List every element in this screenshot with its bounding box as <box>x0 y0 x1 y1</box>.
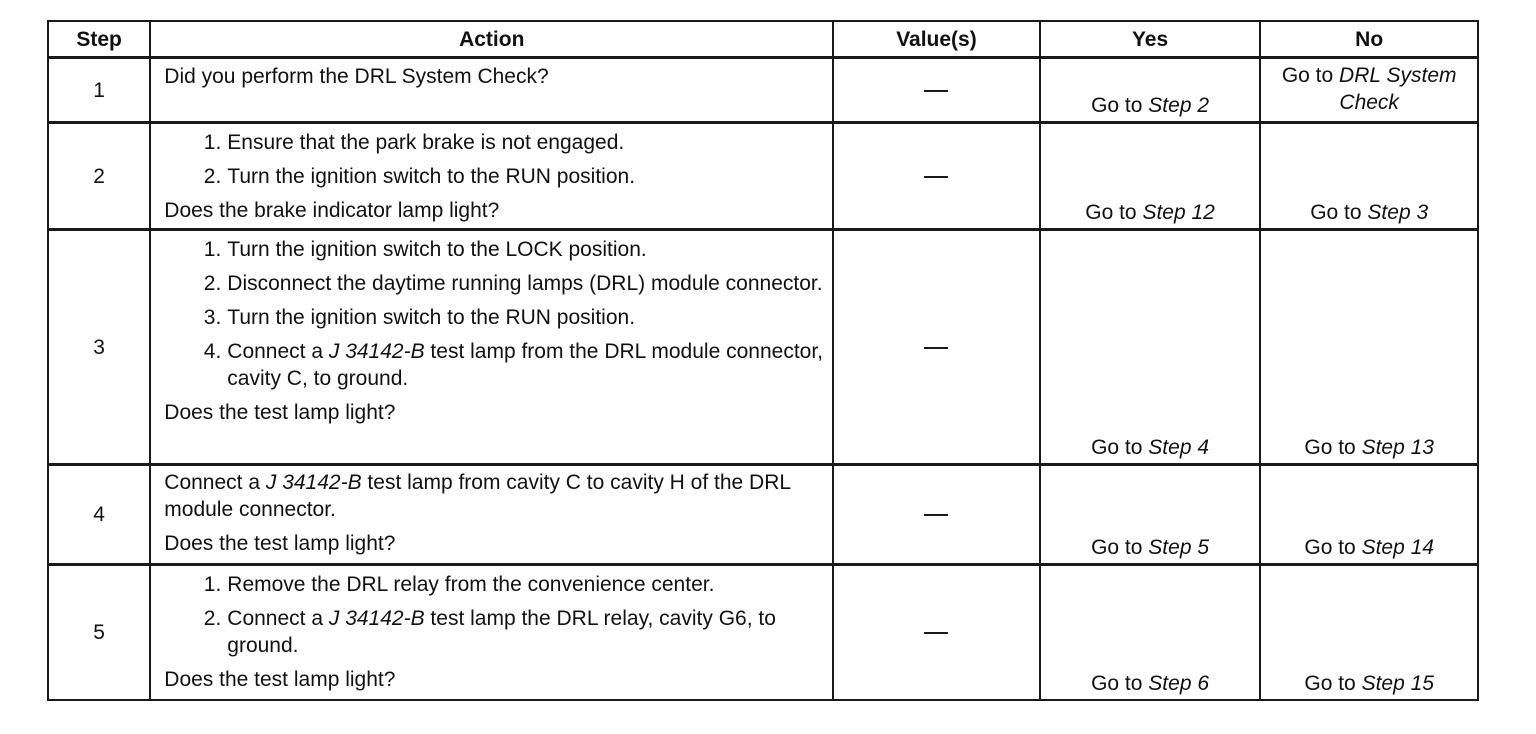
no-prefix: Go to <box>1304 436 1356 459</box>
header-action: Action <box>150 21 833 58</box>
no-target-link[interactable]: Step 15 <box>1361 671 1434 695</box>
action-step-number: 4. <box>203 340 222 363</box>
tool-reference: J 34142-B <box>328 607 425 630</box>
action-step-item <box>164 270 824 297</box>
yes-target-link[interactable]: Step 6 <box>1148 671 1210 695</box>
tool-reference: J 34142-B <box>265 471 362 494</box>
table-row <box>48 565 1478 700</box>
step-number: 4 <box>48 465 150 565</box>
action-text-part: Connect a <box>164 471 266 494</box>
action-text-part: test lamp from the DRL module connector, cavity C, to ground. <box>227 340 823 390</box>
yes-cell <box>1040 230 1261 465</box>
action-step-item <box>164 163 824 190</box>
action-step-number: 2. <box>203 272 222 295</box>
table-body <box>48 58 1478 700</box>
value-dash <box>924 632 948 634</box>
action-step-text <box>227 270 824 297</box>
tool-reference: J 34142-B <box>328 340 425 363</box>
header-step: Step <box>48 21 150 58</box>
action-cell <box>150 565 833 700</box>
action-cell <box>150 123 833 230</box>
yes-prefix: Go to <box>1091 436 1143 459</box>
action-step-text <box>227 304 824 331</box>
header-no: No <box>1260 21 1478 58</box>
action-step-number: 1. <box>203 131 222 154</box>
yes-target-link[interactable]: Step 4 <box>1148 436 1210 459</box>
action-step-item <box>164 571 824 598</box>
action-text-part: Connect a <box>227 607 329 630</box>
action-step-text <box>227 163 824 190</box>
action-question: Does the brake indicator lamp light? <box>164 199 500 222</box>
yes-target-link[interactable]: Step 2 <box>1148 94 1210 117</box>
action-step-item <box>164 605 824 659</box>
yes-cell <box>1040 58 1261 123</box>
table-row <box>48 465 1478 565</box>
header-row <box>48 21 1478 58</box>
action-step-item <box>164 304 824 331</box>
no-prefix: Go to <box>1304 536 1356 559</box>
header-yes: Yes <box>1040 21 1261 58</box>
step-number: 1 <box>48 58 150 123</box>
yes-target-link[interactable]: Step 12 <box>1142 201 1215 224</box>
no-target-link[interactable]: Step 13 <box>1361 436 1434 459</box>
no-prefix: Go to <box>1281 64 1334 87</box>
action-text-part: Remove the DRL relay from the convenience center. <box>227 573 715 596</box>
no-target-link[interactable]: Step 3 <box>1367 201 1429 224</box>
value-dash <box>924 514 948 516</box>
yes-prefix: Go to <box>1091 671 1143 695</box>
no-cell <box>1260 230 1478 465</box>
action-text-part: test lamp the DRL relay, cavity G6, to ground. <box>227 607 776 657</box>
action-step-number: 2. <box>203 165 222 188</box>
table-row <box>48 58 1478 123</box>
action-step-item <box>164 236 824 263</box>
no-cell <box>1260 565 1478 700</box>
value-dash <box>924 347 948 349</box>
yes-prefix: Go to <box>1091 536 1143 559</box>
action-text-part: Turn the ignition switch to the LOCK position. <box>227 238 647 261</box>
action-question: Does the test lamp light? <box>164 668 396 691</box>
action-step-text <box>227 129 824 156</box>
value-dash <box>924 176 948 178</box>
no-cell <box>1260 465 1478 565</box>
action-step-item <box>164 129 824 156</box>
value-cell <box>833 465 1040 565</box>
action-text-part: Disconnect the daytime running lamps (DRL) module connector. <box>227 272 823 295</box>
action-question: Did you perform the DRL System Check? <box>164 65 549 88</box>
action-cell <box>150 465 833 565</box>
step-number: 5 <box>48 565 150 700</box>
action-text-part: Ensure that the park brake is not engaged. <box>227 131 625 154</box>
action-step-item <box>164 338 824 392</box>
step-number: 2 <box>48 123 150 230</box>
diagnostic-table <box>47 20 1479 701</box>
action-step-number: 2. <box>203 607 222 630</box>
action-text-part: Turn the ignition switch to the RUN position. <box>227 306 636 329</box>
action-step-number: 1. <box>203 238 222 261</box>
value-cell <box>833 58 1040 123</box>
yes-cell <box>1040 123 1261 230</box>
action-text <box>164 469 824 523</box>
action-step-number: 1. <box>203 573 222 596</box>
value-cell <box>833 565 1040 700</box>
no-target-link[interactable]: DRL System Check <box>1339 64 1457 114</box>
action-question: Does the test lamp light? <box>164 532 396 555</box>
value-cell <box>833 123 1040 230</box>
action-question: Does the test lamp light? <box>164 401 396 424</box>
action-cell <box>150 230 833 465</box>
action-text-part: Turn the ignition switch to the RUN position. <box>227 165 636 188</box>
yes-prefix: Go to <box>1091 94 1143 117</box>
action-text-part: Connect a <box>227 340 329 363</box>
action-step-text <box>227 236 824 263</box>
yes-cell <box>1040 565 1261 700</box>
step-number: 3 <box>48 230 150 465</box>
no-cell <box>1260 123 1478 230</box>
value-dash <box>924 90 948 92</box>
no-cell <box>1260 58 1478 123</box>
no-prefix: Go to <box>1310 201 1362 224</box>
header-values: Value(s) <box>833 21 1040 58</box>
yes-target-link[interactable]: Step 5 <box>1148 536 1210 559</box>
yes-prefix: Go to <box>1085 201 1137 224</box>
no-target-link[interactable]: Step 14 <box>1361 536 1434 559</box>
action-step-text <box>227 605 824 659</box>
action-cell <box>150 58 833 123</box>
action-text-part: test lamp from cavity C to cavity H of the DRL module connector. <box>164 471 791 521</box>
action-step-text <box>227 338 824 392</box>
action-step-text <box>227 571 824 598</box>
action-step-number: 3. <box>203 306 222 329</box>
yes-cell <box>1040 465 1261 565</box>
table-row <box>48 123 1478 230</box>
no-prefix: Go to <box>1304 671 1356 695</box>
table-row <box>48 230 1478 465</box>
value-cell <box>833 230 1040 465</box>
